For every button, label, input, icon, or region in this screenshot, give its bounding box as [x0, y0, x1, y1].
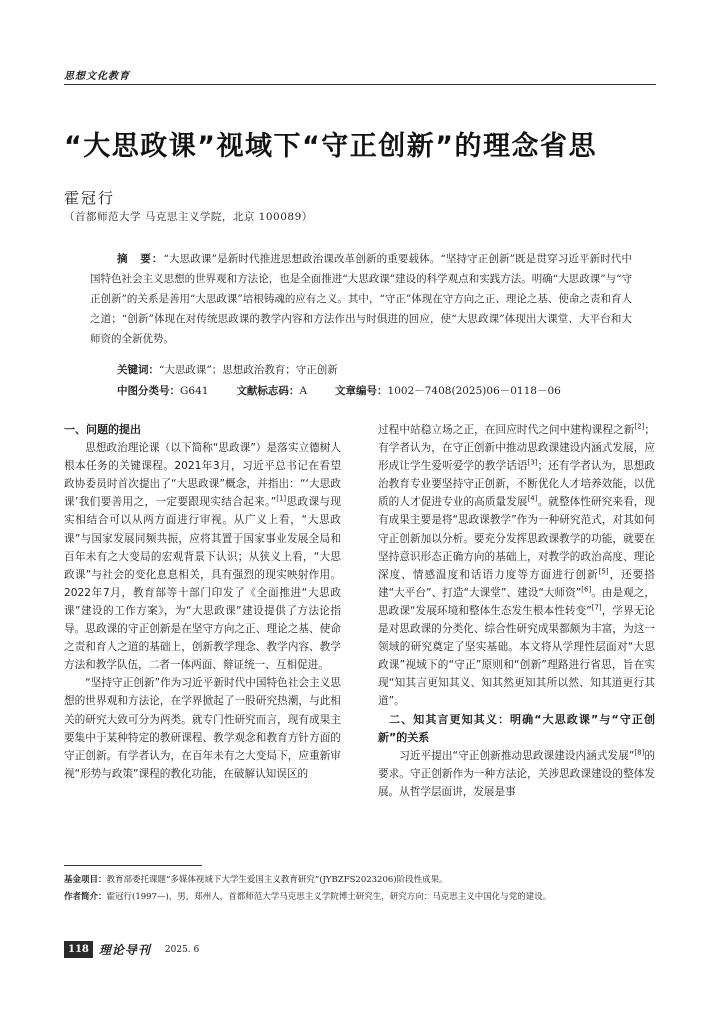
abstract [90, 249, 632, 349]
citation-ref: [3] [527, 458, 538, 467]
author-note: 作者简介：霍冠行(1997—)，男，郑州人，首都师范大学马克思主义学院博士研究生，研究方向：马克思主义中国化与党的建设。 [64, 892, 552, 902]
article-title: “大思政课”视域下“守正创新”的理念省思 [64, 131, 597, 162]
abstract-label: 摘 要： [117, 253, 164, 265]
citation-ref: [8] [634, 748, 645, 757]
author-affiliation: （首都师范大学 马克思主义学院，北京 100089） [64, 211, 313, 223]
keywords-label: 关键词： [117, 364, 159, 376]
citation-ref: [4] [527, 494, 538, 503]
clc-label: 中图分类号： [117, 385, 180, 397]
doc-code-label: 文献标志码： [236, 385, 300, 397]
citation-ref: [7] [591, 603, 602, 612]
article-number-label: 文章编号： [335, 385, 388, 397]
citation-ref: [6] [581, 585, 592, 594]
header-divider [64, 84, 656, 85]
footnote-divider [64, 865, 202, 866]
section-heading-2: 二、知其言更知其义：明确“大思政课”与“守正创新”的关系 [378, 712, 655, 744]
keywords [117, 362, 338, 377]
classification-line [117, 383, 561, 398]
body-column-left [64, 421, 341, 783]
author-name: 霍冠行 [64, 189, 116, 207]
article-number-value: 1002－7408(2025)06－0118－06 [387, 385, 561, 397]
citation-ref: [2] [634, 422, 645, 431]
section-heading-1: 一、问题的提出 [64, 423, 141, 436]
page-footer [64, 941, 199, 958]
paragraph: “坚持守正创新”作为习近平新时代中国特色社会主义思想的世界观和方法论，在学界掀起了一股研究热潮，与此相关的研究大致可分为两类。就专门性研究而言，现有成果主要集中于某种特定的教研课程、教学观念和教育方针方面的守正创新。有学者认为，在百年未有之大变局下，应重新审视“形势与政策”课程的教化功能，在破解认知误区的 [64, 677, 341, 780]
paragraph: 过程中站稳立场之正，在回应时代之问中建构课程之新[2]；有学者认为，在守正创新中推动思政课建设内涵式发展，应形成让学生爱听爱学的教学话语[3]；还有学者认为，思想政治教育专业要坚持守正创新，不断优化人才培养效能，以优质的人才促进专业的高质量发展[4]。就整体性研究来看，现有成果主要是将“思政课教学”作为一种研究范式，对其如何守正创新加以分析。要充分发挥思政课教学的功能，就要在坚持意识形态正确方向的基础上，对教学的政治高度、理论深度、情感温度和话语力度等方面进行创新[5]，还要搭建“大平台”、打造“大课堂”、建设“大师资”[6]。由是观之，思政课“发展环境和整体生态发生根本性转变”[7]，学界无论是对思政课的分类化、综合性研究成果都颇为丰富，为这一领域的研究奠定了坚实基础。本文将从学理性层面对“大思政课”视域下的“守正”原则和“创新”理路进行省思，旨在实现“知其言更知其义、知其然更知其所以然、知其道更行其道”。 [378, 422, 656, 708]
citation-ref: [5] [598, 567, 609, 576]
journal-name: 理论导刊 [98, 943, 151, 957]
clc-value: G641 [180, 385, 209, 397]
page-number: 118 [64, 941, 93, 958]
footnotes [64, 872, 656, 906]
body-column-right [378, 421, 655, 801]
paragraph: 习近平提出“守正创新推动思政课建设内涵式发展”[8]的要求。守正创新作为一种方法论，关涉思政课建设的整体发展。从哲学层面讲，发展是事 [378, 748, 656, 798]
section-label: 思想文化教育 [64, 71, 130, 82]
paragraph: 思想政治理论课（以下简称“思政课”）是落实立德树人根本任务的关键课程。2021年3月，习近平总书记在看望政协委员时首次提出了“大思政课”概念，并指出：“‘大思政课’我们要善用之，一定要跟现实结合起来。”[1]思政课与现实相结合可以从两方面进行审视。从广义上看，“大思政课”与国家发展同频共振，应将其置于国家事业发展全局和百年未有之大变局的宏观背景下认识；从狭义上看，“大思政课”与社会的变化息息相关，具有强烈的现实映射作用。2022年7月，教育部等十部门印发了《全面推进“大思政课”建设的工作方案》，为“大思政课”建设提供了方法论指导。思政课的守正创新是在坚守方向之正、理论之基、使命之责和育人之道的基础上，创新教学理念、教学内容、教学方法和教学队伍，二者一体两面、辩证统一、互相促进。 [64, 442, 341, 672]
abstract-text: “大思政课”是新时代推进思想政治课改革创新的重要载体。“坚持守正创新”既是贯穿习近平新时代中国特色社会主义思想的世界观和方法论，也是全面推进“大思政课”建设的科学观点和实践方法。明确“大思政课”与“守正创新”的关系是善用“大思政课”培根铸魂的应有之义。其中，“守正”体现在守方向之正、理论之基、使命之责和育人之道；“创新”体现在对传统思政课的教学内容和方法作出与时俱进的回应，使“大思政课”体现出大课堂、大平台和大师资的全新优势。 [90, 253, 633, 345]
issue-number: 2025. 6 [164, 944, 200, 955]
fund-note: 基金项目：教育部委托课题“多媒体视域下大学生爱国主义教育研究”(JYBZFS2023206)阶段性成果。 [64, 875, 448, 885]
doc-code-value: A [299, 385, 308, 397]
keywords-text: “大思政课”；思想政治教育；守正创新 [159, 364, 338, 376]
citation-ref: [1] [276, 494, 287, 503]
